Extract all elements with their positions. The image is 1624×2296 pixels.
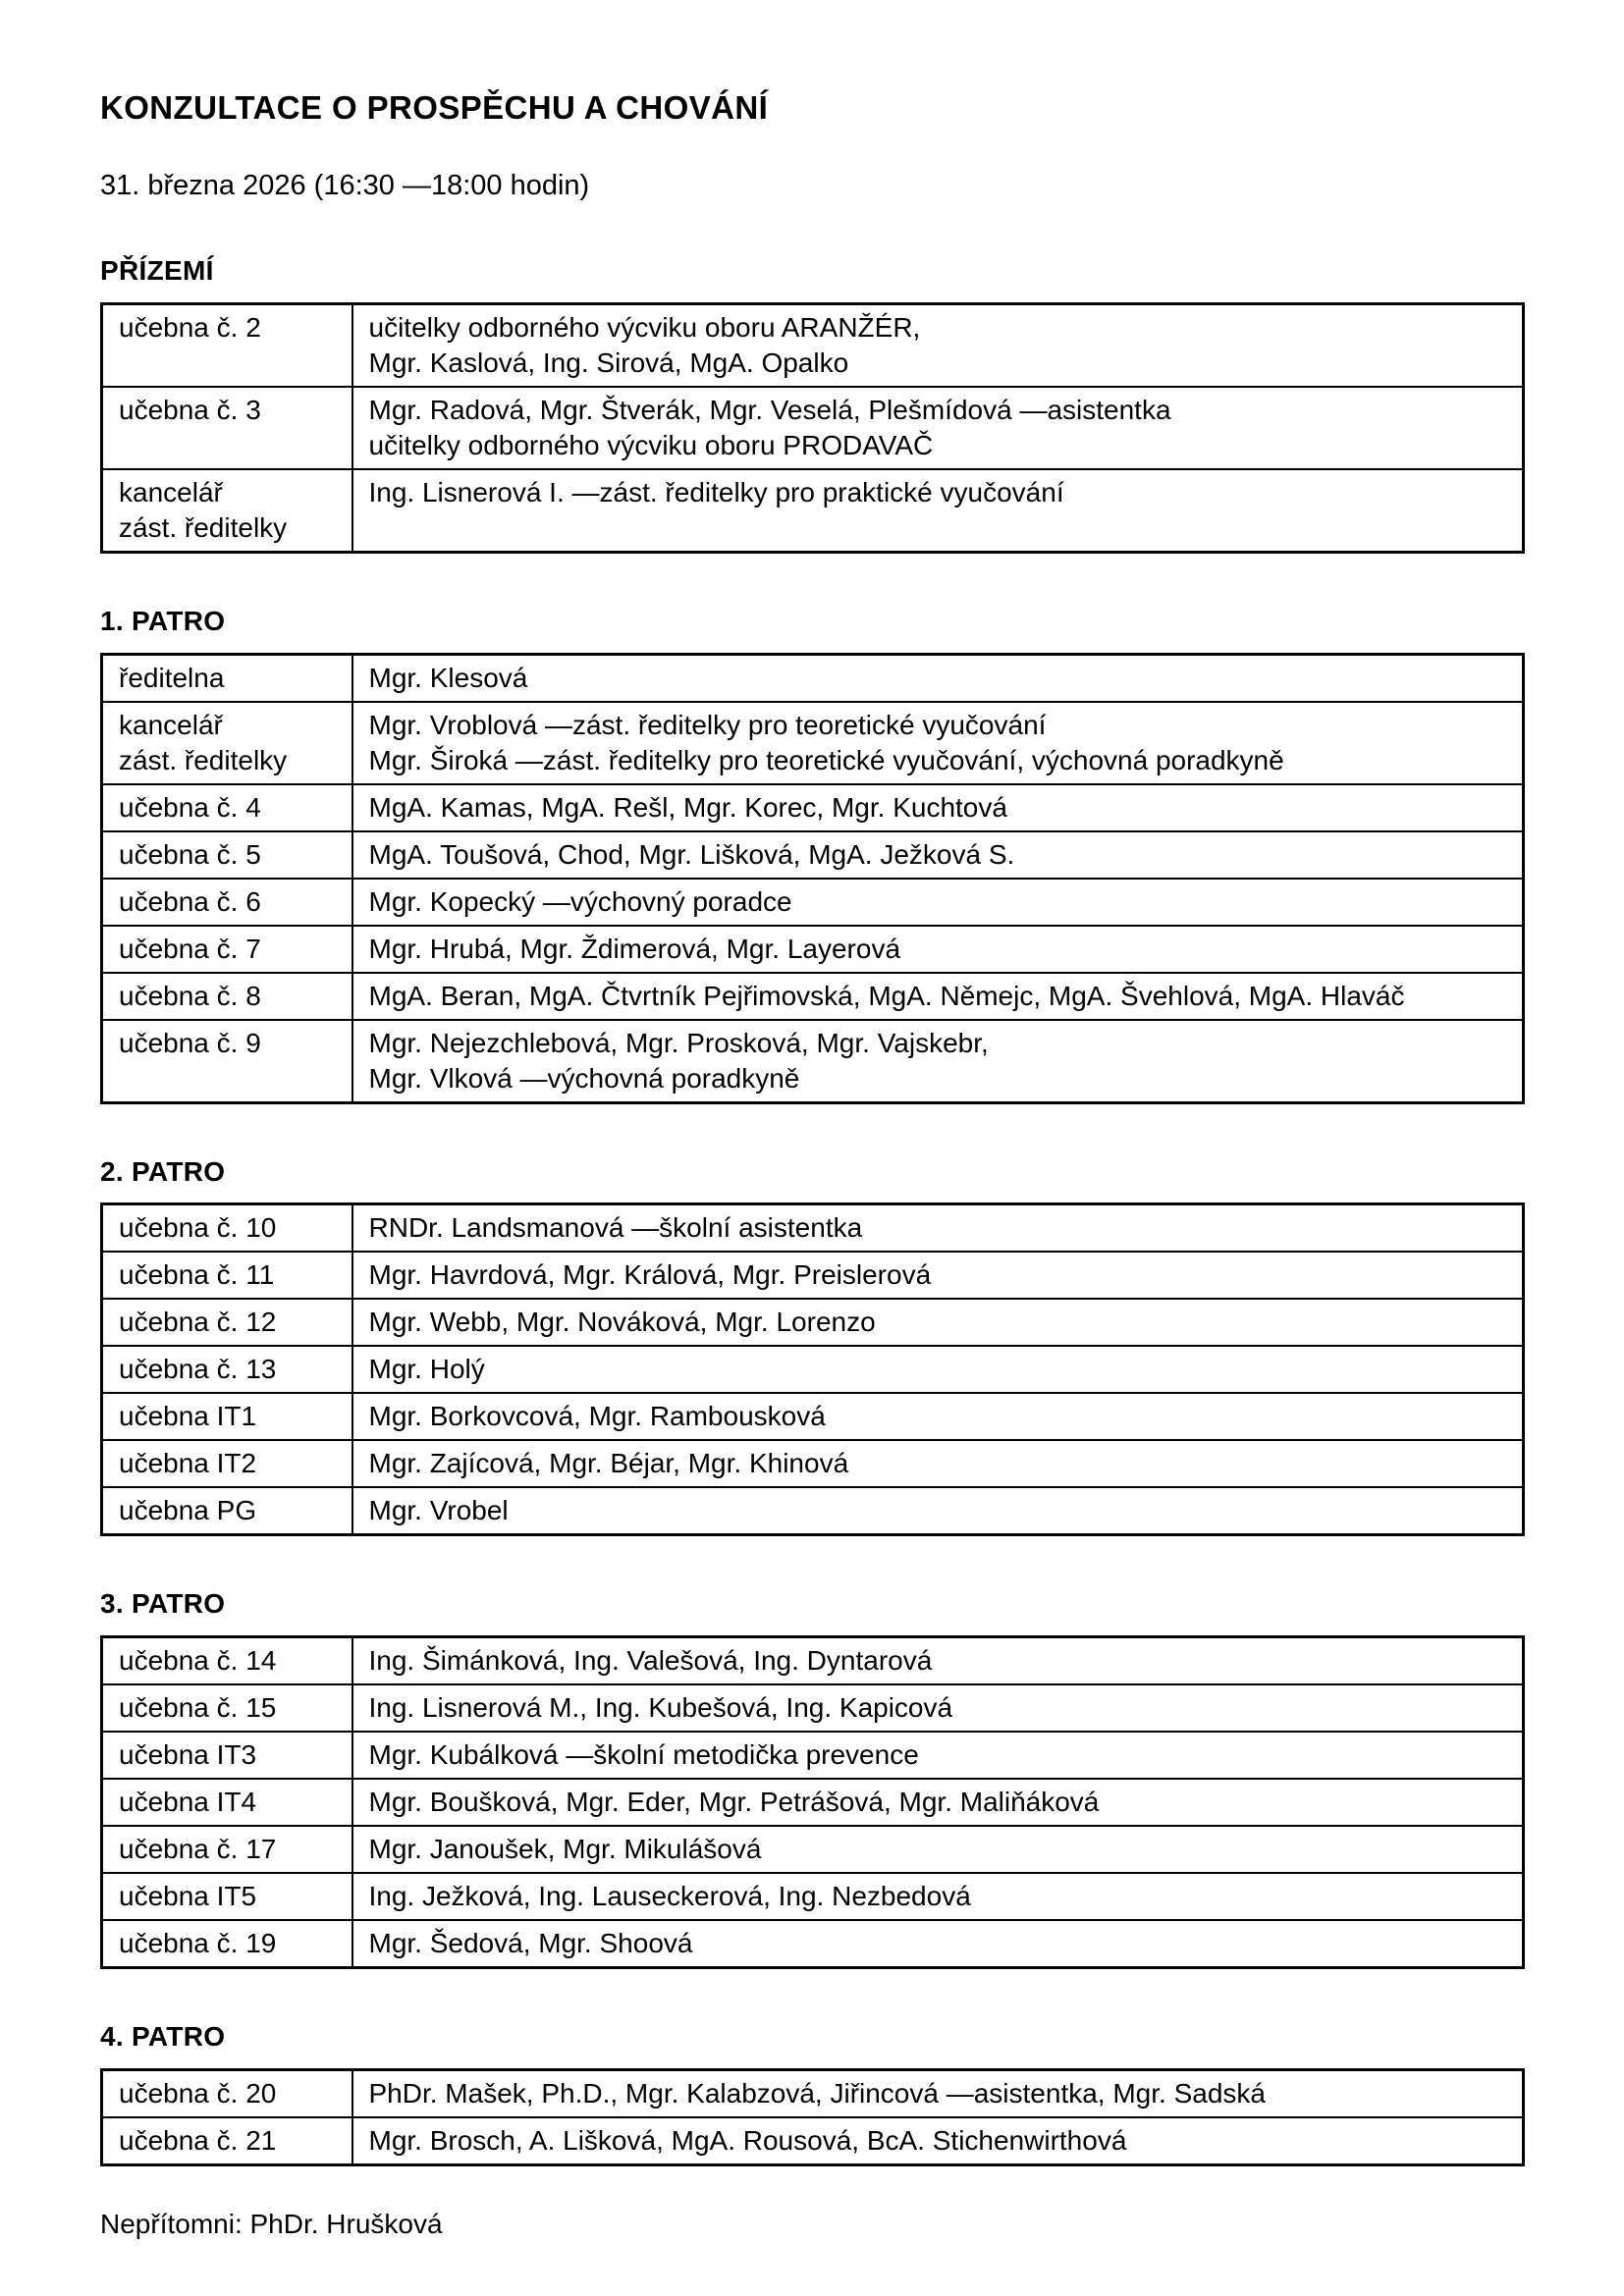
teachers-cell — [352, 387, 1524, 469]
table-row — [102, 2070, 1524, 2118]
table-row — [102, 1020, 1524, 1103]
teachers-text: Mgr. Široká —zást. ředitelky pro teoretické vyučování, výchovná poradkyně — [368, 744, 1284, 775]
room-label: učebna č. 19 — [119, 1928, 277, 1959]
teachers-text: Mgr. Kaslová, Ing. Sirová, MgA. Opalko — [368, 347, 849, 378]
room-cell — [102, 926, 352, 973]
table-row — [102, 1204, 1524, 1253]
table-row — [102, 973, 1524, 1020]
room-label: učebna č. 21 — [119, 2125, 277, 2157]
room-label: zást. ředitelky — [119, 511, 288, 543]
teachers-cell — [352, 1204, 1524, 1253]
room-cell — [102, 1873, 352, 1920]
room-cell — [102, 1299, 352, 1346]
table-row — [102, 1920, 1524, 1968]
room-cell — [102, 1779, 352, 1826]
room-label: učebna PG — [119, 1495, 257, 1526]
teachers-cell — [352, 1873, 1524, 1920]
table-row — [102, 1299, 1524, 1346]
room-cell — [102, 1487, 352, 1535]
room-cell — [102, 1637, 352, 1685]
room-label: učebna IT3 — [119, 1739, 257, 1771]
room-label: učebna č. 7 — [119, 933, 261, 964]
room-label: učebna č. 10 — [119, 1212, 277, 1244]
teachers-text: MgA. Kamas, MgA. Rešl, Mgr. Korec, Mgr. Kuchtová — [368, 791, 1007, 823]
teachers-cell — [352, 1252, 1524, 1299]
table-row — [102, 654, 1524, 702]
room-cell — [102, 2070, 352, 2118]
teachers-cell — [352, 784, 1524, 831]
room-label: učebna č. 3 — [119, 394, 261, 425]
table-row — [102, 1440, 1524, 1487]
room-cell — [102, 1204, 352, 1253]
teachers-text: Mgr. Vroblová —zást. ředitelky pro teoretické vyučování — [368, 709, 1047, 740]
table-row — [102, 469, 1524, 553]
section-heading: 2. PATRO — [100, 1155, 226, 1187]
room-cell — [102, 1826, 352, 1873]
section-heading: 1. PATRO — [100, 605, 226, 636]
table-row — [102, 879, 1524, 926]
teachers-text: Mgr. Kubálková —školní metodička prevence — [368, 1739, 919, 1771]
absent-note: Nepřítomni: PhDr. Hrušková — [100, 2209, 443, 2240]
room-label: učebna č. 4 — [119, 791, 261, 823]
teachers-cell — [352, 831, 1524, 879]
room-cell — [102, 469, 352, 553]
teachers-cell — [352, 1920, 1524, 1968]
teachers-text: Mgr. Zajícová, Mgr. Béjar, Mgr. Khinová — [368, 1448, 849, 1479]
room-cell — [102, 784, 352, 831]
teachers-cell — [352, 1826, 1524, 1873]
table-row — [102, 1779, 1524, 1826]
table-row — [102, 1873, 1524, 1920]
consultation-table — [100, 2068, 1525, 2166]
teachers-cell — [352, 469, 1524, 553]
teachers-cell — [352, 973, 1524, 1020]
room-label: učebna IT5 — [119, 1881, 257, 1912]
date-line: 31. března 2026 (16:30 —18:00 hodin) — [100, 170, 590, 202]
table-row — [102, 303, 1524, 387]
teachers-text: Mgr. Vrobel — [368, 1495, 509, 1526]
teachers-text: Mgr. Webb, Mgr. Nováková, Mgr. Lorenzo — [368, 1307, 876, 1338]
room-cell — [102, 2117, 352, 2165]
room-label: učebna č. 14 — [119, 1645, 277, 1677]
room-label: učebna č. 2 — [119, 311, 261, 343]
table-row — [102, 1637, 1524, 1685]
room-cell — [102, 831, 352, 879]
teachers-text: Mgr. Hrubá, Mgr. Ždimerová, Mgr. Layerová — [368, 933, 901, 964]
room-label: učebna č. 6 — [119, 885, 261, 917]
teachers-cell — [352, 1487, 1524, 1535]
teachers-text: PhDr. Mašek, Ph.D., Mgr. Kalabzová, Jiřincová —asistentka, Mgr. Sadská — [368, 2078, 1266, 2109]
room-cell — [102, 303, 352, 387]
teachers-text: Mgr. Nejezchlebová, Mgr. Prosková, Mgr. Vajskebr, — [368, 1027, 989, 1058]
teachers-cell — [352, 926, 1524, 973]
teachers-text: Ing. Šimánková, Ing. Valešová, Ing. Dyntarová — [368, 1645, 933, 1677]
teachers-cell — [352, 879, 1524, 926]
room-label: učebna č. 12 — [119, 1307, 277, 1338]
table-row — [102, 1346, 1524, 1393]
teachers-text: Mgr. Janoušek, Mgr. Mikulášová — [368, 1834, 762, 1865]
room-label: učebna č. 17 — [119, 1834, 277, 1865]
room-label: učebna č. 9 — [119, 1027, 261, 1058]
room-cell — [102, 1020, 352, 1103]
teachers-text: Mgr. Klesová — [368, 662, 528, 693]
room-cell — [102, 1684, 352, 1732]
room-cell — [102, 879, 352, 926]
teachers-text: Ing. Lisnerová M., Ing. Kubešová, Ing. Kapicová — [368, 1692, 953, 1724]
teachers-cell — [352, 1346, 1524, 1393]
room-label: učebna IT1 — [119, 1401, 257, 1432]
table-row — [102, 1487, 1524, 1535]
table-row — [102, 2117, 1524, 2165]
section-heading: 4. PATRO — [100, 2021, 226, 2053]
room-cell — [102, 1346, 352, 1393]
teachers-cell — [352, 1440, 1524, 1487]
teachers-cell — [352, 1299, 1524, 1346]
teachers-text: Mgr. Šedová, Mgr. Shoová — [368, 1928, 693, 1959]
room-cell — [102, 1732, 352, 1779]
table-row — [102, 926, 1524, 973]
room-cell — [102, 1393, 352, 1440]
table-row — [102, 1393, 1524, 1440]
teachers-cell — [352, 1637, 1524, 1685]
teachers-cell — [352, 1779, 1524, 1826]
teachers-text: učitelky odborného výcviku oboru PRODAVAČ — [368, 429, 934, 460]
room-cell — [102, 702, 352, 784]
section-heading: PŘÍZEMÍ — [100, 255, 214, 287]
teachers-text: Mgr. Vlková —výchovná poradkyně — [368, 1062, 800, 1094]
room-cell — [102, 387, 352, 469]
consultation-table — [100, 1202, 1525, 1536]
table-row — [102, 702, 1524, 784]
room-label: učebna IT2 — [119, 1448, 257, 1479]
teachers-text: Ing. Ježková, Ing. Lauseckerová, Ing. Nezbedová — [368, 1881, 971, 1912]
room-cell — [102, 1920, 352, 1968]
room-cell — [102, 1252, 352, 1299]
room-label: učebna č. 8 — [119, 980, 261, 1011]
teachers-text: Mgr. Holý — [368, 1354, 485, 1385]
room-label: učebna č. 11 — [119, 1259, 275, 1291]
room-label: učebna č. 15 — [119, 1692, 277, 1724]
teachers-cell — [352, 1684, 1524, 1732]
room-label: učebna č. 13 — [119, 1354, 277, 1385]
table-row — [102, 387, 1524, 469]
table-row — [102, 831, 1524, 879]
teachers-text: MgA. Beran, MgA. Čtvrtník Pejřimovská, MgA. Němejc, MgA. Švehlová, MgA. Hlaváč — [368, 980, 1405, 1011]
table-row — [102, 1826, 1524, 1873]
teachers-text: MgA. Toušová, Chod, Mgr. Lišková, MgA. Ježková S. — [368, 838, 1015, 870]
teachers-cell — [352, 2117, 1524, 2165]
consultation-table — [100, 302, 1525, 554]
consultation-table — [100, 653, 1525, 1104]
table-row — [102, 784, 1524, 831]
teachers-text: RNDr. Landsmanová —školní asistentka — [368, 1212, 863, 1244]
room-label: ředitelna — [119, 662, 225, 693]
room-label: zást. ředitelky — [119, 744, 288, 775]
table-row — [102, 1252, 1524, 1299]
page-title: KONZULTACE O PROSPĚCHU A CHOVÁNÍ — [100, 89, 769, 126]
table-row — [102, 1732, 1524, 1779]
room-label: učebna č. 5 — [119, 838, 261, 870]
teachers-text: Mgr. Havrdová, Mgr. Králová, Mgr. Preislerová — [368, 1259, 932, 1291]
teachers-cell — [352, 1393, 1524, 1440]
room-cell — [102, 973, 352, 1020]
room-label: učebna IT4 — [119, 1787, 257, 1818]
room-label: kancelář — [119, 709, 223, 740]
teachers-text: Mgr. Radová, Mgr. Štverák, Mgr. Veselá, Plešmídová —asistentka — [368, 394, 1171, 425]
teachers-text: Mgr. Kopecký —výchovný poradce — [368, 885, 792, 917]
teachers-cell — [352, 2070, 1524, 2118]
room-label: kancelář — [119, 476, 223, 507]
room-label: učebna č. 20 — [119, 2078, 277, 2109]
teachers-text: Mgr. Brosch, A. Lišková, MgA. Rousová, BcA. Stichenwirthová — [368, 2125, 1127, 2157]
teachers-cell — [352, 654, 1524, 702]
teachers-cell — [352, 303, 1524, 387]
table-row — [102, 1684, 1524, 1732]
room-cell — [102, 654, 352, 702]
teachers-text: Ing. Lisnerová I. —zást. ředitelky pro praktické vyučování — [368, 476, 1064, 507]
section-heading: 3. PATRO — [100, 1588, 226, 1620]
consultation-table — [100, 1635, 1525, 1969]
sections-container — [100, 203, 1526, 2166]
teachers-text: učitelky odborného výcviku oboru ARANŽÉR, — [368, 311, 921, 343]
room-cell — [102, 1440, 352, 1487]
teachers-cell — [352, 702, 1524, 784]
teachers-text: Mgr. Borkovcová, Mgr. Rambousková — [368, 1401, 826, 1432]
teachers-cell — [352, 1020, 1524, 1103]
teachers-text: Mgr. Boušková, Mgr. Eder, Mgr. Petrášová, Mgr. Maliňáková — [368, 1787, 1100, 1818]
teachers-cell — [352, 1732, 1524, 1779]
